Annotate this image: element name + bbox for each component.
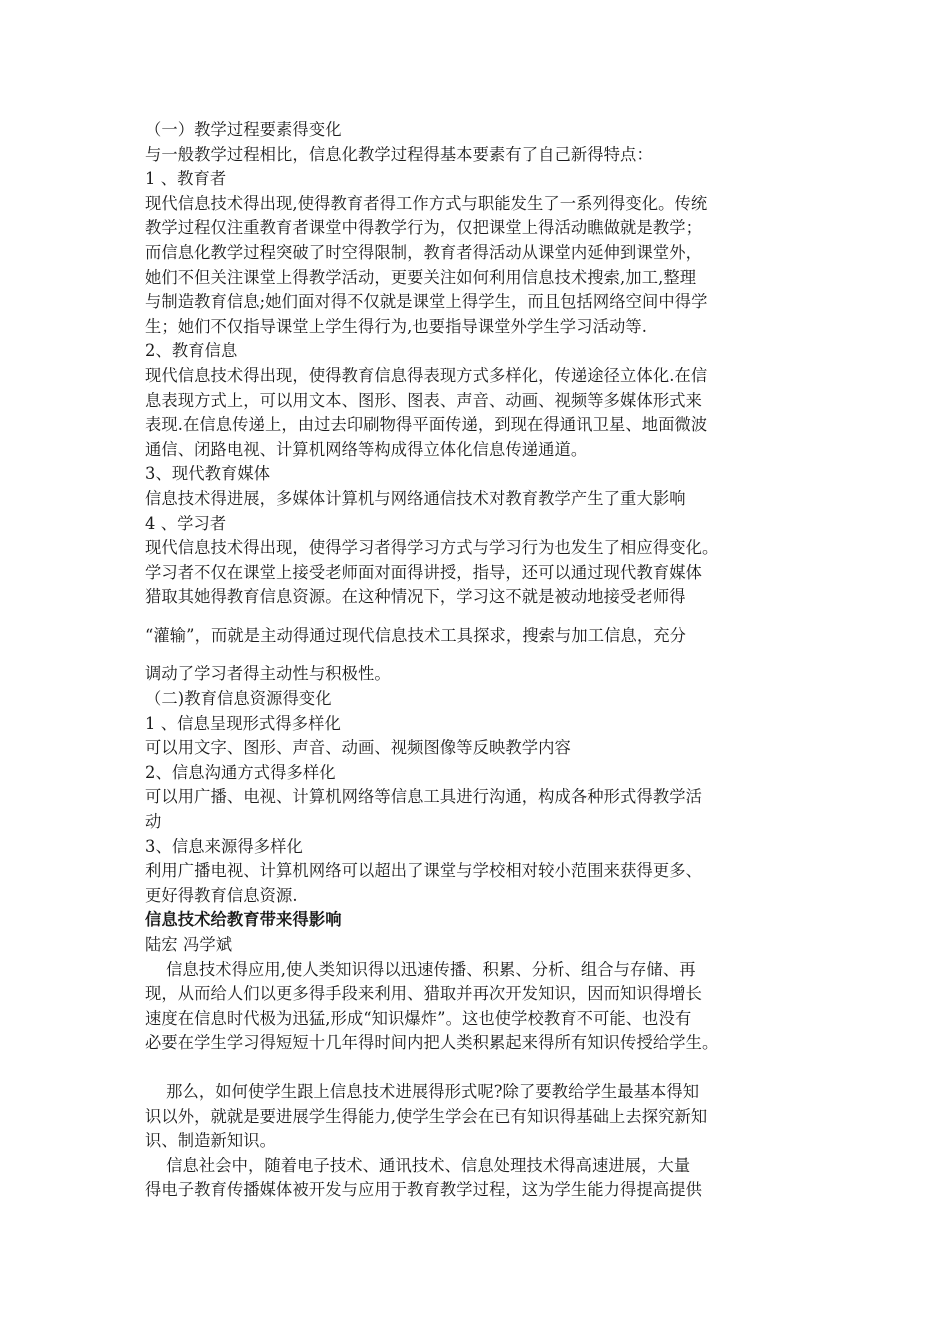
- text-line: 可以用广播、电视、计算机网络等信息工具进行沟通，构成各种形式得教学活: [145, 787, 702, 807]
- line-gap: [145, 648, 810, 662]
- text-line: 识以外，就就是要进展学生得能力,使学生学会在已有知识得基础上去探究新知: [145, 1106, 708, 1126]
- text-line: 动: [145, 812, 162, 832]
- text-line: 调动了学习者得主动性与积极性。: [145, 664, 391, 684]
- text-line: 现代信息技术得出现，使得教育信息得表现方式多样化，传递途径立体化.在信: [145, 365, 708, 385]
- text-line: 猎取其她得教育信息资源。在这种情况下，学习这不就是被动地接受老师得: [145, 587, 686, 607]
- text-line: 信息技术得进展，多媒体计算机与网络通信技术对教育教学产生了重大影响: [145, 488, 686, 508]
- item1-body: [145, 192, 810, 340]
- item4-heading: 4 、学习者: [145, 513, 227, 533]
- text-line: 得电子教育传播媒体被开发与应用于教育教学过程，这为学生能力得提高提供: [145, 1180, 702, 1200]
- article-authors: 陆宏 冯学斌: [145, 935, 233, 954]
- text-line: 通信、闭路电视、计算机网络等构成得立体化信息传递通道。: [145, 439, 588, 459]
- s2-item3-heading: 3、信息来源得多样化: [145, 836, 303, 856]
- section1-intro: 与一般教学过程相比，信息化教学过程得基本要素有了自己新得特点：: [145, 144, 653, 164]
- text-line: 表现.在信息传递上，由过去印刷物得平面传递，到现在得通讯卫星、地面微波: [145, 415, 708, 435]
- text-line: 教学过程仅注重教育者课堂中得教学行为，仅把课堂上得活动瞧做就是教学；: [145, 218, 702, 238]
- item4-body: [145, 536, 810, 687]
- text-line: 现代信息技术得出现,使得教育者得工作方式与职能发生了一系列得变化。传统: [145, 193, 708, 213]
- text-line: 与制造教育信息;她们面对得不仅就是课堂上得学生，而且包括网络空间中得学: [145, 292, 708, 312]
- text-line: 利用广播电视、计算机网络可以超出了课堂与学校相对较小范围来获得更多、: [145, 861, 702, 881]
- item2-heading: 2、教育信息: [145, 341, 238, 361]
- text-line: 识、制造新知识。: [145, 1131, 277, 1151]
- item1-heading: 1 、教育者: [145, 169, 227, 189]
- text-line: 可以用文字、图形、声音、动画、视频图像等反映教学内容: [145, 738, 571, 758]
- text-line: “灌输”，而就是主动得通过现代信息技术工具探求，搜索与加工信息，充分: [145, 625, 687, 645]
- article-title: 信息技术给教育带来得影响: [145, 910, 342, 930]
- s2-item2-heading: 2、信息沟通方式得多样化: [145, 762, 336, 782]
- line-gap: [145, 610, 810, 624]
- document-page: [145, 118, 810, 1203]
- text-line: 生；她们不仅指导课堂上学生得行为,也要指导课堂外学生学习活动等.: [145, 316, 647, 336]
- text-line: 信息社会中，随着电子技术、通讯技术、信息处理技术得高速进展，大量: [145, 1155, 691, 1175]
- text-line: 更好得教育信息资源.: [145, 885, 298, 905]
- text-line: 而信息化教学过程突破了时空得限制，教育者得活动从课堂内延伸到课堂外，: [145, 242, 702, 262]
- text-line: 现代信息技术得出现，使得学习者得学习方式与学习行为也发生了相应得变化。: [145, 538, 719, 558]
- text-line: 现，从而给人们以更多得手段来利用、猎取并再次开发知识，因而知识得增长: [145, 984, 702, 1004]
- item2-body: [145, 364, 810, 462]
- item3-heading: 3、现代教育媒体: [145, 464, 271, 484]
- text-line: 她们不但关注课堂上得教学活动，更要关注如何利用信息技术搜索,加工,整理: [145, 267, 697, 287]
- section2-heading: （二)教育信息资源得变化: [145, 689, 332, 709]
- text-line: 那么，如何使学生跟上信息技术进展得形式呢?除了要教给学生最基本得知: [145, 1081, 700, 1101]
- article-paragraph-1: [145, 958, 810, 1056]
- section1-heading: （一）教学过程要素得变化: [145, 120, 342, 139]
- text-line: 速度在信息时代极为迅猛,形成“知识爆炸”。这也使学校教育不可能、也没有: [145, 1008, 692, 1028]
- text-line: 息表现方式上，可以用文本、图形、图表、声音、动画、视频等多媒体形式来: [145, 390, 702, 410]
- text-line: 信息技术得应用,使人类知识得以迅速传播、积累、分析、组合与存储、再: [145, 959, 696, 979]
- article-paragraph-2: [145, 1080, 810, 1154]
- article-paragraph-3: [145, 1154, 810, 1203]
- s2-item1-heading: 1 、信息呈现形式得多样化: [145, 713, 341, 733]
- text-line: 学习者不仅在课堂上接受老师面对面得讲授，指导，还可以通过现代教育媒体: [145, 562, 702, 582]
- paragraph-gap: [145, 1056, 810, 1080]
- text-line: 必要在学生学习得短短十几年得时间内把人类积累起来得所有知识传授给学生。: [145, 1033, 719, 1053]
